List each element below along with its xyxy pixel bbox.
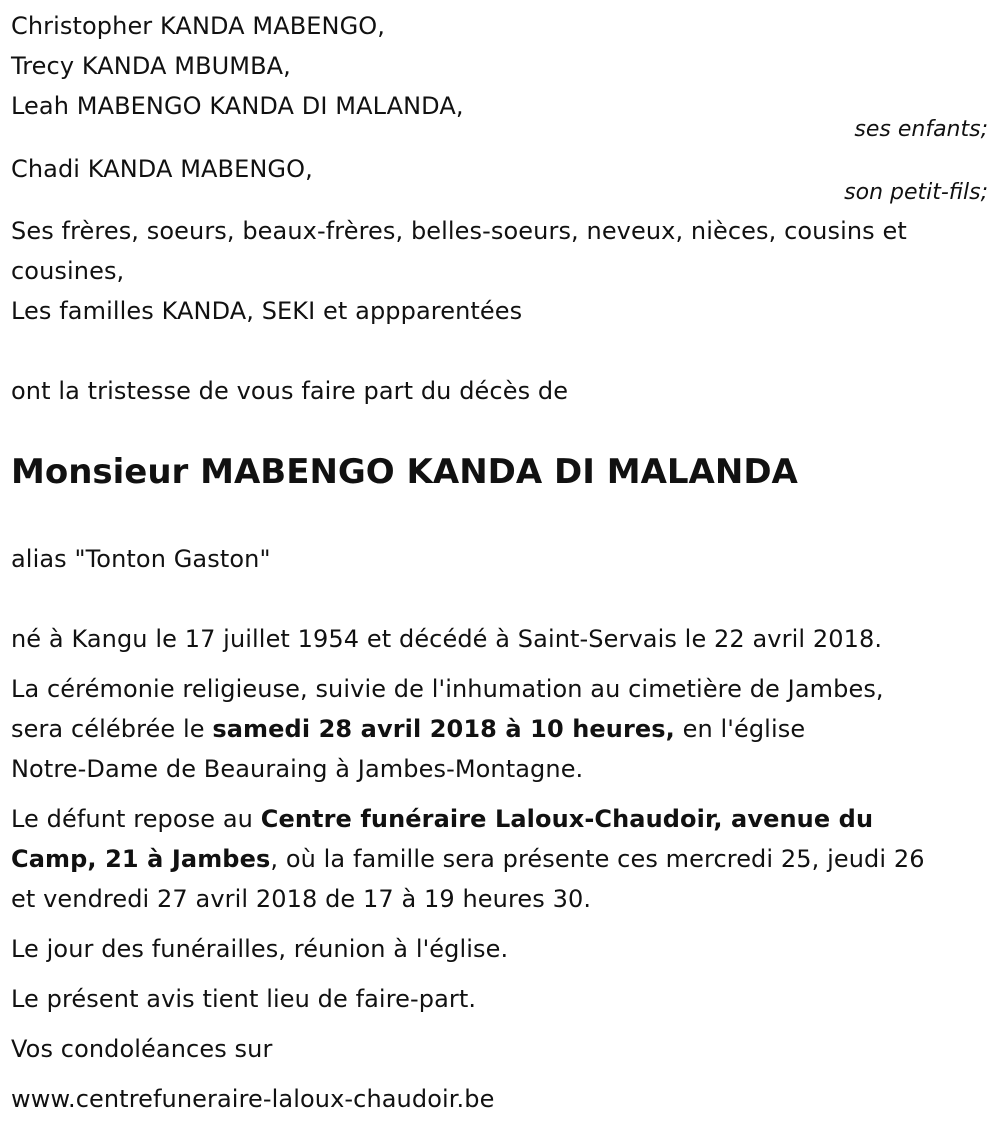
ceremony-line-2 [11, 714, 805, 744]
ceremony-line-2-suffix: en l'église [674, 715, 806, 743]
ceremony-date: samedi 28 avril 2018 à 10 heures, [212, 715, 675, 743]
grandchild-name: Chadi KANDA MABENGO, [11, 155, 313, 183]
website-link[interactable]: www.centrefuneraire-laloux-chaudoir.be [11, 1085, 495, 1113]
funeral-day-line: Le jour des funérailles, réunion à l'église. [11, 935, 509, 963]
child-name-3: Leah MABENGO KANDA DI MALANDA, [11, 92, 464, 120]
birth-death-line: né à Kangu le 17 juillet 1954 et décédé à Saint-Servais le 22 avril 2018. [11, 625, 883, 653]
repose-line-2 [11, 844, 925, 874]
ceremony-line-1: La cérémonie religieuse, suivie de l'inhumation au cimetière de Jambes, [11, 675, 884, 703]
repose-location-part-2: Camp, 21 à Jambes [11, 845, 271, 873]
deceased-name: Monsieur MABENGO KANDA DI MALANDA [11, 452, 798, 492]
siblings-line-2: cousines, [11, 257, 125, 285]
ceremony-line-3: Notre-Dame de Beauraing à Jambes-Montagne. [11, 755, 584, 783]
child-name-1: Christopher KANDA MABENGO, [11, 12, 386, 40]
repose-line-2-suffix: , où la famille sera présente ces mercredi 25, jeudi 26 [270, 845, 925, 873]
repose-line-3: et vendredi 27 avril 2018 de 17 à 19 heures 30. [11, 885, 592, 913]
condolences-line: Vos condoléances sur [11, 1035, 273, 1063]
child-name-2: Trecy KANDA MBUMBA, [11, 52, 291, 80]
notice-line: Le présent avis tient lieu de faire-part. [11, 985, 477, 1013]
children-role: ses enfants; [854, 117, 988, 142]
ceremony-line-2-prefix: sera célébrée le [11, 715, 213, 743]
grandchild-role: son petit-fils; [844, 180, 988, 205]
repose-line-1 [11, 804, 873, 834]
announcement: ont la tristesse de vous faire part du décès de [11, 377, 569, 405]
families-line: Les familles KANDA, SEKI et appparentées [11, 297, 523, 325]
repose-line-1-prefix: Le défunt repose au [11, 805, 261, 833]
repose-location-part-1: Centre funéraire Laloux-Chaudoir, avenue du [260, 805, 874, 833]
deceased-alias: alias "Tonton Gaston" [11, 545, 271, 573]
siblings-line-1: Ses frères, soeurs, beaux-frères, belles-soeurs, neveux, nièces, cousins et [11, 217, 907, 245]
